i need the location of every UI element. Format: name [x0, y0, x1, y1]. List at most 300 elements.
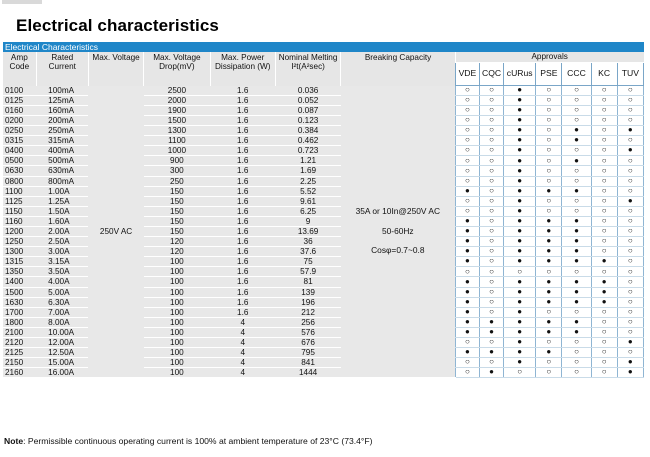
nominal-melting-cell: 9: [275, 216, 340, 226]
approval-kc-approved-icon: ●: [591, 287, 617, 297]
approval-ccc-approved-icon: ●: [562, 136, 591, 146]
approval-tuv-not-approved-icon: ○: [617, 247, 643, 257]
nominal-melting-cell: 36: [275, 237, 340, 247]
approval-vde-approved-icon: ●: [455, 317, 479, 327]
voltage-drop-cell: 100: [144, 287, 210, 297]
approval-tuv-not-approved-icon: ○: [617, 348, 643, 358]
header-rated-current: Rated Current: [36, 52, 88, 86]
voltage-drop-cell: 100: [144, 257, 210, 267]
approval-pse-not-approved-icon: ○: [536, 156, 562, 166]
approval-tuv-approved-icon: ●: [617, 368, 643, 378]
approval-cqc-not-approved-icon: ○: [479, 257, 503, 267]
power-dissipation-cell: 4: [210, 368, 275, 378]
approval-kc-not-approved-icon: ○: [591, 136, 617, 146]
approval-vde-approved-icon: ●: [455, 348, 479, 358]
approval-kc-approved-icon: ●: [591, 277, 617, 287]
approval-cqc-not-approved-icon: ○: [479, 216, 503, 226]
nominal-melting-cell: 57.9: [275, 267, 340, 277]
voltage-drop-cell: 100: [144, 358, 210, 368]
approval-kc-not-approved-icon: ○: [591, 196, 617, 206]
approval-header-ccc: CCC: [562, 63, 591, 86]
approval-pse-not-approved-icon: ○: [536, 338, 562, 348]
nominal-melting-cell: 6.25: [275, 206, 340, 216]
approval-pse-approved-icon: ●: [536, 186, 562, 196]
electrical-characteristics-table: [3, 52, 644, 378]
voltage-drop-cell: 120: [144, 237, 210, 247]
approval-curus-approved-icon: ●: [504, 86, 536, 96]
approval-cqc-not-approved-icon: ○: [479, 115, 503, 125]
approval-curus-approved-icon: ●: [504, 327, 536, 337]
header-approvals: Approvals: [455, 52, 643, 63]
voltage-drop-cell: 100: [144, 327, 210, 337]
approval-pse-not-approved-icon: ○: [536, 146, 562, 156]
nominal-melting-cell: 0.052: [275, 95, 340, 105]
voltage-drop-cell: 150: [144, 186, 210, 196]
voltage-drop-cell: 2000: [144, 95, 210, 105]
rated-current-cell: 2.00A: [36, 227, 88, 237]
approval-curus-approved-icon: ●: [504, 348, 536, 358]
voltage-drop-cell: 150: [144, 227, 210, 237]
approval-tuv-approved-icon: ●: [617, 338, 643, 348]
power-dissipation-cell: 1.6: [210, 277, 275, 287]
approval-vde-not-approved-icon: ○: [455, 105, 479, 115]
approval-curus-approved-icon: ●: [504, 227, 536, 237]
approval-vde-not-approved-icon: ○: [455, 206, 479, 216]
rated-current-cell: 1.60A: [36, 216, 88, 226]
approval-pse-approved-icon: ●: [536, 287, 562, 297]
approval-ccc-not-approved-icon: ○: [562, 267, 591, 277]
approval-curus-approved-icon: ●: [504, 338, 536, 348]
approval-vde-not-approved-icon: ○: [455, 156, 479, 166]
power-dissipation-cell: 1.6: [210, 287, 275, 297]
approval-vde-approved-icon: ●: [455, 257, 479, 267]
rated-current-cell: 200mA: [36, 115, 88, 125]
approval-curus-approved-icon: ●: [504, 297, 536, 307]
power-dissipation-cell: 1.6: [210, 176, 275, 186]
approval-cqc-not-approved-icon: ○: [479, 196, 503, 206]
amp-code-cell: 1150: [3, 206, 36, 216]
rated-current-cell: 3.00A: [36, 247, 88, 257]
approval-tuv-not-approved-icon: ○: [617, 277, 643, 287]
power-dissipation-cell: 4: [210, 358, 275, 368]
approval-tuv-not-approved-icon: ○: [617, 267, 643, 277]
approval-vde-not-approved-icon: ○: [455, 196, 479, 206]
power-dissipation-cell: 1.6: [210, 156, 275, 166]
approval-ccc-not-approved-icon: ○: [562, 307, 591, 317]
nominal-melting-cell: 676: [275, 338, 340, 348]
amp-code-cell: 1300: [3, 247, 36, 257]
approval-kc-not-approved-icon: ○: [591, 186, 617, 196]
approval-tuv-not-approved-icon: ○: [617, 317, 643, 327]
approval-kc-not-approved-icon: ○: [591, 206, 617, 216]
approval-cqc-not-approved-icon: ○: [479, 227, 503, 237]
approval-vde-approved-icon: ●: [455, 307, 479, 317]
rated-current-cell: 5.00A: [36, 287, 88, 297]
approval-vde-approved-icon: ●: [455, 227, 479, 237]
approval-cqc-not-approved-icon: ○: [479, 176, 503, 186]
approval-pse-not-approved-icon: ○: [536, 267, 562, 277]
approval-cqc-not-approved-icon: ○: [479, 277, 503, 287]
nominal-melting-cell: 37.6: [275, 247, 340, 257]
voltage-drop-cell: 1000: [144, 146, 210, 156]
page-title: Electrical characteristics: [16, 16, 219, 35]
approval-cqc-not-approved-icon: ○: [479, 338, 503, 348]
approval-cqc-not-approved-icon: ○: [479, 237, 503, 247]
voltage-drop-cell: 100: [144, 277, 210, 287]
rated-current-cell: 16.00A: [36, 368, 88, 378]
approval-curus-approved-icon: ●: [504, 115, 536, 125]
power-dissipation-cell: 1.6: [210, 247, 275, 257]
approval-vde-approved-icon: ●: [455, 287, 479, 297]
approval-ccc-not-approved-icon: ○: [562, 196, 591, 206]
voltage-drop-cell: 150: [144, 206, 210, 216]
nominal-melting-cell: 0.036: [275, 86, 340, 96]
voltage-drop-cell: 1100: [144, 136, 210, 146]
amp-code-cell: 0250: [3, 126, 36, 136]
approval-cqc-not-approved-icon: ○: [479, 297, 503, 307]
nominal-melting-cell: 5.52: [275, 186, 340, 196]
approval-pse-not-approved-icon: ○: [536, 358, 562, 368]
approval-cqc-not-approved-icon: ○: [479, 247, 503, 257]
nominal-melting-cell: 0.087: [275, 105, 340, 115]
approval-vde-not-approved-icon: ○: [455, 358, 479, 368]
header-amp-code: Amp Code: [3, 52, 36, 86]
approval-curus-approved-icon: ●: [504, 277, 536, 287]
approval-vde-not-approved-icon: ○: [455, 86, 479, 96]
approval-ccc-approved-icon: ●: [562, 317, 591, 327]
amp-code-cell: 2100: [3, 327, 36, 337]
approval-vde-not-approved-icon: ○: [455, 126, 479, 136]
rated-current-cell: 100mA: [36, 86, 88, 96]
approval-ccc-not-approved-icon: ○: [562, 338, 591, 348]
approval-pse-not-approved-icon: ○: [536, 105, 562, 115]
approval-cqc-not-approved-icon: ○: [479, 86, 503, 96]
approval-kc-not-approved-icon: ○: [591, 368, 617, 378]
approval-pse-approved-icon: ●: [536, 297, 562, 307]
nominal-melting-cell: 576: [275, 327, 340, 337]
approval-pse-not-approved-icon: ○: [536, 307, 562, 317]
voltage-drop-cell: 100: [144, 348, 210, 358]
rated-current-cell: 630mA: [36, 166, 88, 176]
power-dissipation-cell: 1.6: [210, 237, 275, 247]
amp-code-cell: 0100: [3, 86, 36, 96]
amp-code-cell: 2150: [3, 358, 36, 368]
amp-code-cell: 2160: [3, 368, 36, 378]
power-dissipation-cell: 1.6: [210, 146, 275, 156]
approval-curus-approved-icon: ●: [504, 257, 536, 267]
rated-current-cell: 12.50A: [36, 348, 88, 358]
approval-vde-not-approved-icon: ○: [455, 338, 479, 348]
approval-ccc-approved-icon: ●: [562, 156, 591, 166]
nominal-melting-cell: 81: [275, 277, 340, 287]
approval-cqc-not-approved-icon: ○: [479, 358, 503, 368]
amp-code-cell: 0200: [3, 115, 36, 125]
approval-pse-approved-icon: ●: [536, 327, 562, 337]
nominal-melting-cell: 795: [275, 348, 340, 358]
note-label: Note: [4, 436, 24, 446]
approval-kc-approved-icon: ●: [591, 297, 617, 307]
breaking-capacity-line: 50-60Hz: [381, 225, 414, 236]
approval-ccc-not-approved-icon: ○: [562, 86, 591, 96]
voltage-drop-cell: 250: [144, 176, 210, 186]
rated-current-cell: 1.50A: [36, 206, 88, 216]
voltage-drop-cell: 100: [144, 338, 210, 348]
approval-ccc-not-approved-icon: ○: [562, 368, 591, 378]
approval-pse-not-approved-icon: ○: [536, 95, 562, 105]
approval-tuv-not-approved-icon: ○: [617, 206, 643, 216]
approval-kc-not-approved-icon: ○: [591, 307, 617, 317]
approval-pse-not-approved-icon: ○: [536, 176, 562, 186]
approval-header-pse: PSE: [536, 63, 562, 86]
approval-kc-not-approved-icon: ○: [591, 146, 617, 156]
table-row: [3, 86, 644, 96]
voltage-drop-cell: 150: [144, 196, 210, 206]
approval-curus-approved-icon: ●: [504, 146, 536, 156]
approval-ccc-approved-icon: ●: [562, 186, 591, 196]
approval-pse-not-approved-icon: ○: [536, 166, 562, 176]
rated-current-cell: 160mA: [36, 105, 88, 115]
amp-code-cell: 1400: [3, 277, 36, 287]
approval-kc-not-approved-icon: ○: [591, 166, 617, 176]
nominal-melting-cell: 75: [275, 257, 340, 267]
header-max-voltage: Max. Voltage: [88, 52, 143, 86]
approval-kc-not-approved-icon: ○: [591, 348, 617, 358]
voltage-drop-cell: 300: [144, 166, 210, 176]
approval-ccc-approved-icon: ●: [562, 126, 591, 136]
amp-code-cell: 1700: [3, 307, 36, 317]
header-max-power: Max. Power Dissipation (W): [210, 52, 275, 86]
approval-curus-approved-icon: ●: [504, 186, 536, 196]
approval-vde-approved-icon: ●: [455, 237, 479, 247]
approval-ccc-approved-icon: ●: [562, 297, 591, 307]
approval-cqc-not-approved-icon: ○: [479, 126, 503, 136]
approval-vde-not-approved-icon: ○: [455, 368, 479, 378]
power-dissipation-cell: 4: [210, 348, 275, 358]
power-dissipation-cell: 1.6: [210, 206, 275, 216]
approval-pse-approved-icon: ●: [536, 348, 562, 358]
rated-current-cell: 3.15A: [36, 257, 88, 267]
approval-kc-not-approved-icon: ○: [591, 156, 617, 166]
approval-ccc-not-approved-icon: ○: [562, 358, 591, 368]
approval-cqc-not-approved-icon: ○: [479, 287, 503, 297]
approval-ccc-not-approved-icon: ○: [562, 95, 591, 105]
rated-current-cell: 315mA: [36, 136, 88, 146]
header-nominal-melting: Nominal Melting I²t(A²sec): [275, 52, 340, 86]
approval-curus-not-approved-icon: ○: [504, 267, 536, 277]
approval-vde-not-approved-icon: ○: [455, 166, 479, 176]
approval-tuv-approved-icon: ●: [617, 358, 643, 368]
approval-pse-approved-icon: ●: [536, 277, 562, 287]
approval-curus-approved-icon: ●: [504, 307, 536, 317]
approval-tuv-approved-icon: ●: [617, 196, 643, 206]
amp-code-cell: 1800: [3, 317, 36, 327]
approval-pse-not-approved-icon: ○: [536, 115, 562, 125]
nominal-melting-cell: 196: [275, 297, 340, 307]
approval-vde-approved-icon: ●: [455, 327, 479, 337]
approval-cqc-not-approved-icon: ○: [479, 166, 503, 176]
power-dissipation-cell: 1.6: [210, 257, 275, 267]
approval-curus-approved-icon: ●: [504, 126, 536, 136]
breaking-capacity-line: Cosφ=0.7~0.8: [371, 245, 425, 256]
approval-kc-not-approved-icon: ○: [591, 227, 617, 237]
approval-ccc-approved-icon: ●: [562, 216, 591, 226]
approval-tuv-not-approved-icon: ○: [617, 156, 643, 166]
approval-pse-approved-icon: ●: [536, 317, 562, 327]
approval-tuv-not-approved-icon: ○: [617, 166, 643, 176]
power-dissipation-cell: 1.6: [210, 196, 275, 206]
approval-pse-not-approved-icon: ○: [536, 368, 562, 378]
voltage-drop-cell: 100: [144, 267, 210, 277]
nominal-melting-cell: 1.69: [275, 166, 340, 176]
approval-tuv-not-approved-icon: ○: [617, 136, 643, 146]
approval-cqc-approved-icon: ●: [479, 317, 503, 327]
power-dissipation-cell: 1.6: [210, 95, 275, 105]
rated-current-cell: 7.00A: [36, 307, 88, 317]
power-dissipation-cell: 1.6: [210, 86, 275, 96]
approval-curus-approved-icon: ●: [504, 287, 536, 297]
voltage-drop-cell: 100: [144, 317, 210, 327]
power-dissipation-cell: 1.6: [210, 115, 275, 125]
approval-tuv-not-approved-icon: ○: [617, 105, 643, 115]
approval-kc-not-approved-icon: ○: [591, 86, 617, 96]
rated-current-cell: 125mA: [36, 95, 88, 105]
approval-pse-not-approved-icon: ○: [536, 136, 562, 146]
approval-vde-approved-icon: ●: [455, 277, 479, 287]
rated-current-cell: 15.00A: [36, 358, 88, 368]
approval-pse-not-approved-icon: ○: [536, 206, 562, 216]
amp-code-cell: 1630: [3, 297, 36, 307]
rated-current-cell: 500mA: [36, 156, 88, 166]
approval-curus-approved-icon: ●: [504, 95, 536, 105]
table-title-band: Electrical Characteristics: [3, 42, 644, 52]
approval-curus-approved-icon: ●: [504, 247, 536, 257]
approval-header-kc: KC: [591, 63, 617, 86]
power-dissipation-cell: 1.6: [210, 307, 275, 317]
approval-tuv-not-approved-icon: ○: [617, 257, 643, 267]
approval-pse-approved-icon: ●: [536, 247, 562, 257]
approval-ccc-approved-icon: ●: [562, 257, 591, 267]
amp-code-cell: 2125: [3, 348, 36, 358]
power-dissipation-cell: 1.6: [210, 297, 275, 307]
nominal-melting-cell: 1.21: [275, 156, 340, 166]
amp-code-cell: 0315: [3, 136, 36, 146]
nominal-melting-cell: 9.61: [275, 196, 340, 206]
voltage-drop-cell: 1300: [144, 126, 210, 136]
approval-kc-not-approved-icon: ○: [591, 216, 617, 226]
approval-ccc-not-approved-icon: ○: [562, 105, 591, 115]
approval-curus-approved-icon: ●: [504, 317, 536, 327]
nominal-melting-cell: 0.462: [275, 136, 340, 146]
voltage-drop-cell: 100: [144, 307, 210, 317]
approval-kc-not-approved-icon: ○: [591, 358, 617, 368]
voltage-drop-cell: 2500: [144, 86, 210, 96]
nominal-melting-cell: 0.723: [275, 146, 340, 156]
amp-code-cell: 2120: [3, 338, 36, 348]
approval-curus-approved-icon: ●: [504, 136, 536, 146]
power-dissipation-cell: 1.6: [210, 126, 275, 136]
amp-code-cell: 1350: [3, 267, 36, 277]
approval-cqc-not-approved-icon: ○: [479, 136, 503, 146]
nominal-melting-cell: 841: [275, 358, 340, 368]
power-dissipation-cell: 4: [210, 338, 275, 348]
amp-code-cell: 0160: [3, 105, 36, 115]
approval-vde-approved-icon: ●: [455, 216, 479, 226]
voltage-drop-cell: 120: [144, 247, 210, 257]
amp-code-cell: 1250: [3, 237, 36, 247]
power-dissipation-cell: 4: [210, 327, 275, 337]
rated-current-cell: 2.50A: [36, 237, 88, 247]
rated-current-cell: 6.30A: [36, 297, 88, 307]
voltage-drop-cell: 1900: [144, 105, 210, 115]
approval-vde-not-approved-icon: ○: [455, 136, 479, 146]
approval-pse-not-approved-icon: ○: [536, 86, 562, 96]
approval-tuv-not-approved-icon: ○: [617, 237, 643, 247]
nominal-melting-cell: 139: [275, 287, 340, 297]
amp-code-cell: 0400: [3, 146, 36, 156]
rated-current-cell: 400mA: [36, 146, 88, 156]
nominal-melting-cell: 13.69: [275, 227, 340, 237]
approval-curus-not-approved-icon: ○: [504, 368, 536, 378]
approval-header-curus: cURus: [504, 63, 536, 86]
approval-vde-approved-icon: ●: [455, 297, 479, 307]
approval-tuv-not-approved-icon: ○: [617, 95, 643, 105]
approval-ccc-not-approved-icon: ○: [562, 166, 591, 176]
approval-vde-not-approved-icon: ○: [455, 95, 479, 105]
power-dissipation-cell: 1.6: [210, 186, 275, 196]
amp-code-cell: 1160: [3, 216, 36, 226]
approval-curus-approved-icon: ●: [504, 358, 536, 368]
approval-kc-not-approved-icon: ○: [591, 327, 617, 337]
breaking-capacity-cell: [341, 86, 456, 378]
spec-table-container: [3, 42, 644, 378]
approval-vde-not-approved-icon: ○: [455, 115, 479, 125]
approval-cqc-not-approved-icon: ○: [479, 267, 503, 277]
rated-current-cell: 8.00A: [36, 317, 88, 327]
rated-current-cell: 4.00A: [36, 277, 88, 287]
approval-header-cqc: CQC: [479, 63, 503, 86]
approval-ccc-approved-icon: ●: [562, 247, 591, 257]
approval-cqc-not-approved-icon: ○: [479, 156, 503, 166]
approval-header-tuv: TUV: [617, 63, 643, 86]
power-dissipation-cell: 1.6: [210, 267, 275, 277]
approval-tuv-not-approved-icon: ○: [617, 287, 643, 297]
approval-vde-not-approved-icon: ○: [455, 267, 479, 277]
approval-curus-approved-icon: ●: [504, 156, 536, 166]
rated-current-cell: 3.50A: [36, 267, 88, 277]
approval-tuv-not-approved-icon: ○: [617, 186, 643, 196]
approval-curus-approved-icon: ●: [504, 196, 536, 206]
power-dissipation-cell: 1.6: [210, 216, 275, 226]
approval-curus-approved-icon: ●: [504, 206, 536, 216]
amp-code-cell: 1125: [3, 196, 36, 206]
approval-kc-approved-icon: ●: [591, 257, 617, 267]
rated-current-cell: 1.25A: [36, 196, 88, 206]
approval-cqc-not-approved-icon: ○: [479, 206, 503, 216]
amp-code-cell: 0500: [3, 156, 36, 166]
approval-ccc-approved-icon: ●: [562, 327, 591, 337]
header-max-voltage-drop: Max. Voltage Drop(mV): [144, 52, 210, 86]
approval-vde-not-approved-icon: ○: [455, 176, 479, 186]
amp-code-cell: 1100: [3, 186, 36, 196]
approval-cqc-not-approved-icon: ○: [479, 95, 503, 105]
voltage-drop-cell: 100: [144, 297, 210, 307]
approval-header-vde: VDE: [455, 63, 479, 86]
rated-current-cell: 800mA: [36, 176, 88, 186]
approval-ccc-not-approved-icon: ○: [562, 115, 591, 125]
approval-ccc-not-approved-icon: ○: [562, 348, 591, 358]
footnote: [4, 436, 372, 447]
voltage-drop-cell: 900: [144, 156, 210, 166]
